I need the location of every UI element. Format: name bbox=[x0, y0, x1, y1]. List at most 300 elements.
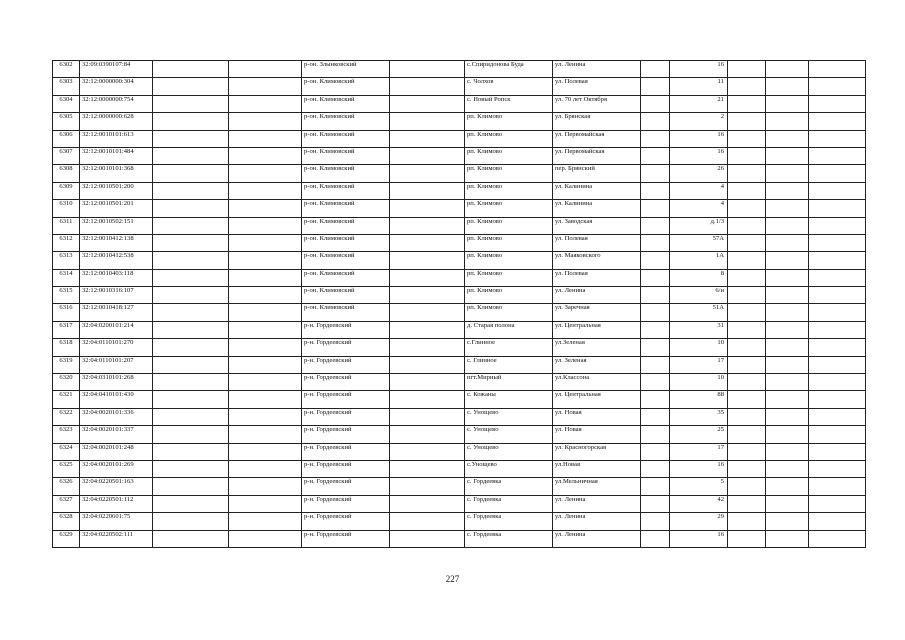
cell-empty bbox=[766, 530, 809, 547]
cell-empty bbox=[728, 339, 766, 356]
cell-settlement: с. Гордеевка bbox=[465, 495, 553, 512]
cell-settlement: с. Унощево bbox=[465, 443, 553, 460]
cell-empty bbox=[809, 460, 866, 477]
cell-empty bbox=[229, 495, 302, 512]
cell-cadastral-number: 32:12:0010403:118 bbox=[80, 269, 153, 286]
cell-house-number: 10 bbox=[670, 339, 728, 356]
cell-empty bbox=[641, 374, 670, 391]
table-row bbox=[53, 339, 866, 356]
cell-empty bbox=[766, 95, 809, 112]
cell-empty bbox=[390, 61, 465, 78]
cell-empty bbox=[390, 269, 465, 286]
cell-empty bbox=[229, 513, 302, 530]
cell-cadastral-number: 32:12:0010501:201 bbox=[80, 200, 153, 217]
cell-empty bbox=[766, 443, 809, 460]
cell-street: пер. Брянский bbox=[553, 165, 641, 182]
cell-empty bbox=[728, 61, 766, 78]
cell-empty bbox=[229, 165, 302, 182]
cell-street: ул. Полевая bbox=[553, 78, 641, 95]
cell-number: 6317 bbox=[53, 321, 80, 338]
cell-settlement: рп. Климово bbox=[465, 304, 553, 321]
cell-empty bbox=[728, 478, 766, 495]
cell-empty bbox=[153, 460, 229, 477]
cell-cadastral-number: 32:04:0110101:207 bbox=[80, 356, 153, 373]
cell-empty bbox=[229, 287, 302, 304]
cell-empty bbox=[809, 113, 866, 130]
cell-empty bbox=[809, 252, 866, 269]
cell-empty bbox=[153, 113, 229, 130]
cell-empty bbox=[229, 426, 302, 443]
cell-house-number: 16 bbox=[670, 61, 728, 78]
cell-house-number: 51А bbox=[670, 304, 728, 321]
cell-empty bbox=[809, 478, 866, 495]
cell-empty bbox=[766, 339, 809, 356]
cell-empty bbox=[728, 321, 766, 338]
cell-house-number: 8 bbox=[670, 269, 728, 286]
cell-empty bbox=[728, 95, 766, 112]
cell-cadastral-number: 32:12:0010501:200 bbox=[80, 182, 153, 199]
cell-district: р-он. Климовский bbox=[302, 217, 390, 234]
table-row bbox=[53, 287, 866, 304]
cell-house-number: 16 bbox=[670, 147, 728, 164]
cell-house-number: 88 bbox=[670, 391, 728, 408]
cell-district: р-он. Климовский bbox=[302, 182, 390, 199]
cell-empty bbox=[766, 182, 809, 199]
cell-settlement: рп. Климово bbox=[465, 130, 553, 147]
cell-empty bbox=[390, 252, 465, 269]
cell-empty bbox=[153, 513, 229, 530]
cell-number: 6315 bbox=[53, 287, 80, 304]
cell-empty bbox=[809, 182, 866, 199]
cell-district: р-н. Гордеевский bbox=[302, 339, 390, 356]
cell-empty bbox=[809, 339, 866, 356]
cell-empty bbox=[390, 287, 465, 304]
cell-empty bbox=[728, 530, 766, 547]
cell-empty bbox=[390, 321, 465, 338]
cell-house-number: д.1/3 bbox=[670, 217, 728, 234]
table-row bbox=[53, 321, 866, 338]
cell-empty bbox=[766, 287, 809, 304]
cell-empty bbox=[809, 61, 866, 78]
cell-street: ул. Полевая bbox=[553, 234, 641, 251]
cell-empty bbox=[728, 408, 766, 425]
cell-district: р-н. Гордеевский bbox=[302, 478, 390, 495]
table-row bbox=[53, 304, 866, 321]
cell-empty bbox=[390, 495, 465, 512]
cell-district: р-н. Гордеевский bbox=[302, 356, 390, 373]
cell-empty bbox=[728, 513, 766, 530]
cell-empty bbox=[229, 478, 302, 495]
cell-empty bbox=[809, 130, 866, 147]
cell-empty bbox=[229, 530, 302, 547]
cell-district: р-н. Гордеевский bbox=[302, 374, 390, 391]
cell-cadastral-number: 32:04:0200101:214 bbox=[80, 321, 153, 338]
table-row bbox=[53, 252, 866, 269]
cell-number: 6325 bbox=[53, 460, 80, 477]
table-row bbox=[53, 269, 866, 286]
cell-district: р-он. Климовский bbox=[302, 200, 390, 217]
cell-empty bbox=[641, 61, 670, 78]
cell-number: 6312 bbox=[53, 234, 80, 251]
cell-number: 6323 bbox=[53, 426, 80, 443]
cell-street: ул.Мельничная bbox=[553, 478, 641, 495]
cell-settlement: рп. Климово bbox=[465, 252, 553, 269]
cell-empty bbox=[809, 356, 866, 373]
cell-house-number: 35 bbox=[670, 408, 728, 425]
cell-cadastral-number: 32:04:0220501:163 bbox=[80, 478, 153, 495]
cell-empty bbox=[809, 200, 866, 217]
cell-cadastral-number: 32:04:0220501:112 bbox=[80, 495, 153, 512]
cell-empty bbox=[766, 356, 809, 373]
cell-empty bbox=[766, 426, 809, 443]
cell-empty bbox=[390, 530, 465, 547]
cell-empty bbox=[390, 147, 465, 164]
cell-house-number: 16 bbox=[670, 130, 728, 147]
cell-empty bbox=[766, 130, 809, 147]
cell-empty bbox=[641, 200, 670, 217]
cell-empty bbox=[728, 426, 766, 443]
cell-number: 6319 bbox=[53, 356, 80, 373]
cell-empty bbox=[728, 147, 766, 164]
cell-street: ул. Ленина bbox=[553, 495, 641, 512]
cell-empty bbox=[728, 460, 766, 477]
cell-empty bbox=[809, 374, 866, 391]
cell-number: 6302 bbox=[53, 61, 80, 78]
table-row bbox=[53, 200, 866, 217]
cell-settlement: с. Гордеевка bbox=[465, 530, 553, 547]
cell-district: р-он. Климовский bbox=[302, 113, 390, 130]
cell-house-number: 57А bbox=[670, 234, 728, 251]
cell-empty bbox=[153, 530, 229, 547]
cell-empty bbox=[229, 391, 302, 408]
cell-empty bbox=[229, 374, 302, 391]
cell-district: р-он. Климовский bbox=[302, 165, 390, 182]
cell-empty bbox=[229, 408, 302, 425]
cell-empty bbox=[641, 495, 670, 512]
cell-empty bbox=[728, 182, 766, 199]
cell-empty bbox=[229, 321, 302, 338]
cell-empty bbox=[153, 269, 229, 286]
cell-empty bbox=[728, 356, 766, 373]
cell-number: 6313 bbox=[53, 252, 80, 269]
cell-cadastral-number: 32:12:0010101:613 bbox=[80, 130, 153, 147]
cell-street: ул. Зеленая bbox=[553, 356, 641, 373]
cell-empty bbox=[641, 78, 670, 95]
registry-table bbox=[52, 60, 866, 548]
table-row bbox=[53, 217, 866, 234]
table-row bbox=[53, 426, 866, 443]
cell-house-number: 5 bbox=[670, 478, 728, 495]
cell-district: р-он. Климовский bbox=[302, 147, 390, 164]
cell-number: 6303 bbox=[53, 78, 80, 95]
cell-empty bbox=[641, 408, 670, 425]
cell-empty bbox=[153, 374, 229, 391]
cell-empty bbox=[390, 78, 465, 95]
cell-house-number: 21 bbox=[670, 95, 728, 112]
cell-empty bbox=[809, 321, 866, 338]
cell-empty bbox=[641, 426, 670, 443]
cell-house-number: 16 bbox=[670, 460, 728, 477]
cell-number: 6308 bbox=[53, 165, 80, 182]
cell-empty bbox=[390, 113, 465, 130]
cell-house-number: 2 bbox=[670, 113, 728, 130]
cell-empty bbox=[809, 287, 866, 304]
cell-number: 6311 bbox=[53, 217, 80, 234]
cell-empty bbox=[153, 426, 229, 443]
cell-empty bbox=[728, 217, 766, 234]
cell-empty bbox=[728, 113, 766, 130]
cell-street: ул. Красногорская bbox=[553, 443, 641, 460]
cell-cadastral-number: 32:12:0010412:138 bbox=[80, 234, 153, 251]
cell-house-number: 17 bbox=[670, 443, 728, 460]
cell-cadastral-number: 32:12:0000000:628 bbox=[80, 113, 153, 130]
cell-empty bbox=[809, 217, 866, 234]
cell-street: ул. 70 лет Октября bbox=[553, 95, 641, 112]
cell-cadastral-number: 32:04:0020101:269 bbox=[80, 460, 153, 477]
cell-empty bbox=[766, 200, 809, 217]
cell-street: ул. Ленина bbox=[553, 513, 641, 530]
cell-settlement: рп. Климово bbox=[465, 200, 553, 217]
cell-street: ул. Центральная bbox=[553, 391, 641, 408]
cell-empty bbox=[229, 78, 302, 95]
cell-cadastral-number: 32:12:0000000:304 bbox=[80, 78, 153, 95]
cell-empty bbox=[641, 217, 670, 234]
cell-settlement: с. Унощево bbox=[465, 426, 553, 443]
cell-number: 6326 bbox=[53, 478, 80, 495]
cell-empty bbox=[641, 130, 670, 147]
cell-empty bbox=[766, 460, 809, 477]
cell-empty bbox=[809, 165, 866, 182]
cell-empty bbox=[766, 78, 809, 95]
cell-cadastral-number: 32:04:0410101:430 bbox=[80, 391, 153, 408]
cell-number: 6329 bbox=[53, 530, 80, 547]
cell-house-number: 16 bbox=[670, 530, 728, 547]
cell-empty bbox=[153, 217, 229, 234]
cell-number: 6309 bbox=[53, 182, 80, 199]
cell-empty bbox=[641, 147, 670, 164]
cell-street: ул. Центральная bbox=[553, 321, 641, 338]
cell-empty bbox=[766, 61, 809, 78]
cell-empty bbox=[728, 200, 766, 217]
cell-district: р-н. Гордеевский bbox=[302, 495, 390, 512]
cell-empty bbox=[809, 495, 866, 512]
cell-empty bbox=[809, 234, 866, 251]
table-row bbox=[53, 61, 866, 78]
cell-house-number: 11 bbox=[670, 78, 728, 95]
cell-empty bbox=[641, 234, 670, 251]
cell-empty bbox=[229, 113, 302, 130]
cell-empty bbox=[390, 391, 465, 408]
cell-settlement: рп. Климово bbox=[465, 182, 553, 199]
cell-empty bbox=[809, 269, 866, 286]
cell-street: ул. Ленина bbox=[553, 530, 641, 547]
cell-house-number: 17 bbox=[670, 356, 728, 373]
cell-empty bbox=[728, 165, 766, 182]
cell-number: 6304 bbox=[53, 95, 80, 112]
page-number: 227 bbox=[445, 574, 460, 584]
cell-number: 6328 bbox=[53, 513, 80, 530]
cell-number: 6305 bbox=[53, 113, 80, 130]
cell-district: р-он. Климовский bbox=[302, 95, 390, 112]
cell-empty bbox=[229, 269, 302, 286]
cell-empty bbox=[390, 339, 465, 356]
cell-street: ул.Классона bbox=[553, 374, 641, 391]
cell-number: 6310 bbox=[53, 200, 80, 217]
cell-empty bbox=[728, 234, 766, 251]
cell-empty bbox=[390, 408, 465, 425]
table-row bbox=[53, 95, 866, 112]
cell-cadastral-number: 32:12:0010502:151 bbox=[80, 217, 153, 234]
cell-settlement: с.Глинное bbox=[465, 339, 553, 356]
cell-empty bbox=[809, 304, 866, 321]
cell-empty bbox=[153, 391, 229, 408]
cell-empty bbox=[728, 78, 766, 95]
cell-empty bbox=[641, 391, 670, 408]
cell-cadastral-number: 32:12:0010316:107 bbox=[80, 287, 153, 304]
cell-district: р-он. Климовский bbox=[302, 287, 390, 304]
cell-district: р-он. Злынковский bbox=[302, 61, 390, 78]
cell-settlement: рп. Климово bbox=[465, 287, 553, 304]
cell-empty bbox=[390, 200, 465, 217]
cell-empty bbox=[390, 304, 465, 321]
cell-district: р-он. Климовский bbox=[302, 252, 390, 269]
table-row bbox=[53, 113, 866, 130]
cell-empty bbox=[809, 95, 866, 112]
cell-empty bbox=[766, 217, 809, 234]
cell-empty bbox=[229, 217, 302, 234]
cell-street: ул. Новая bbox=[553, 426, 641, 443]
cell-empty bbox=[229, 130, 302, 147]
table-row bbox=[53, 391, 866, 408]
cell-number: 6322 bbox=[53, 408, 80, 425]
cell-cadastral-number: 32:12:0000000:754 bbox=[80, 95, 153, 112]
cell-cadastral-number: 32:12:0010101:368 bbox=[80, 165, 153, 182]
cell-empty bbox=[809, 426, 866, 443]
cell-settlement: с. Глинное bbox=[465, 356, 553, 373]
cell-empty bbox=[390, 478, 465, 495]
cell-house-number: 31 bbox=[670, 321, 728, 338]
cell-empty bbox=[153, 287, 229, 304]
cell-empty bbox=[229, 147, 302, 164]
cell-empty bbox=[728, 252, 766, 269]
cell-number: 6327 bbox=[53, 495, 80, 512]
cell-district: р-н. Гордеевский bbox=[302, 513, 390, 530]
cell-empty bbox=[390, 165, 465, 182]
cell-street: ул. Маяковского bbox=[553, 252, 641, 269]
cell-empty bbox=[153, 95, 229, 112]
cell-number: 6314 bbox=[53, 269, 80, 286]
cell-number: 6318 bbox=[53, 339, 80, 356]
cell-empty bbox=[766, 478, 809, 495]
cell-empty bbox=[641, 287, 670, 304]
cell-empty bbox=[390, 130, 465, 147]
cell-settlement: рп. Климово bbox=[465, 234, 553, 251]
cell-house-number: 26 bbox=[670, 165, 728, 182]
cell-empty bbox=[641, 304, 670, 321]
cell-district: р-н. Гордеевский bbox=[302, 408, 390, 425]
cell-settlement: рп. Климово bbox=[465, 269, 553, 286]
cell-district: р-н. Гордеевский bbox=[302, 321, 390, 338]
cell-street: ул. Заречная bbox=[553, 304, 641, 321]
cell-empty bbox=[153, 443, 229, 460]
cell-empty bbox=[766, 304, 809, 321]
table-row bbox=[53, 130, 866, 147]
cell-settlement: с. Чолхов bbox=[465, 78, 553, 95]
cell-empty bbox=[766, 513, 809, 530]
cell-settlement: д. Старая полона bbox=[465, 321, 553, 338]
cell-settlement: рп. Климово bbox=[465, 165, 553, 182]
cell-empty bbox=[153, 200, 229, 217]
table-row bbox=[53, 356, 866, 373]
cell-street: ул.Новая bbox=[553, 460, 641, 477]
cell-empty bbox=[809, 408, 866, 425]
cell-house-number: 10 bbox=[670, 374, 728, 391]
cell-empty bbox=[229, 339, 302, 356]
cell-empty bbox=[766, 252, 809, 269]
cell-settlement: с. Гордеевка bbox=[465, 478, 553, 495]
cell-empty bbox=[641, 339, 670, 356]
cell-empty bbox=[390, 426, 465, 443]
cell-empty bbox=[809, 78, 866, 95]
table-body bbox=[53, 61, 866, 548]
cell-empty bbox=[153, 495, 229, 512]
cell-settlement: с. Кожаны bbox=[465, 391, 553, 408]
cell-district: р-н. Гордеевский bbox=[302, 426, 390, 443]
cell-empty bbox=[809, 513, 866, 530]
cell-empty bbox=[728, 269, 766, 286]
cell-district: р-он. Климовский bbox=[302, 304, 390, 321]
cell-street: ул. Ленина bbox=[553, 287, 641, 304]
cell-settlement: пгт.Мирный bbox=[465, 374, 553, 391]
cell-cadastral-number: 32:12:0010412:538 bbox=[80, 252, 153, 269]
cell-empty bbox=[641, 478, 670, 495]
table-row bbox=[53, 78, 866, 95]
cell-settlement: с.Унощево bbox=[465, 460, 553, 477]
cell-street: ул. Заводская bbox=[553, 217, 641, 234]
table-row bbox=[53, 147, 866, 164]
cell-house-number: 1А bbox=[670, 252, 728, 269]
cell-empty bbox=[641, 443, 670, 460]
cell-number: 6307 bbox=[53, 147, 80, 164]
cell-empty bbox=[390, 234, 465, 251]
cell-empty bbox=[390, 513, 465, 530]
cell-house-number: 4 bbox=[670, 200, 728, 217]
cell-cadastral-number: 32:12:0010418:127 bbox=[80, 304, 153, 321]
cell-empty bbox=[766, 391, 809, 408]
cell-empty bbox=[153, 61, 229, 78]
cell-cadastral-number: 32:04:0020101:248 bbox=[80, 443, 153, 460]
cell-district: р-он. Климовский bbox=[302, 234, 390, 251]
cell-empty bbox=[390, 460, 465, 477]
table-row bbox=[53, 495, 866, 512]
cell-number: 6316 bbox=[53, 304, 80, 321]
cell-empty bbox=[809, 147, 866, 164]
cell-cadastral-number: 32:04:0220502:111 bbox=[80, 530, 153, 547]
cell-empty bbox=[641, 269, 670, 286]
table-row bbox=[53, 513, 866, 530]
cell-empty bbox=[153, 182, 229, 199]
cell-empty bbox=[809, 391, 866, 408]
cell-empty bbox=[728, 391, 766, 408]
cell-empty bbox=[153, 234, 229, 251]
cell-empty bbox=[641, 113, 670, 130]
cell-empty bbox=[229, 200, 302, 217]
cell-empty bbox=[229, 182, 302, 199]
cell-settlement: рп. Климово bbox=[465, 113, 553, 130]
cell-settlement: с. Новый Ропск bbox=[465, 95, 553, 112]
cell-empty bbox=[728, 495, 766, 512]
cell-number: 6321 bbox=[53, 391, 80, 408]
